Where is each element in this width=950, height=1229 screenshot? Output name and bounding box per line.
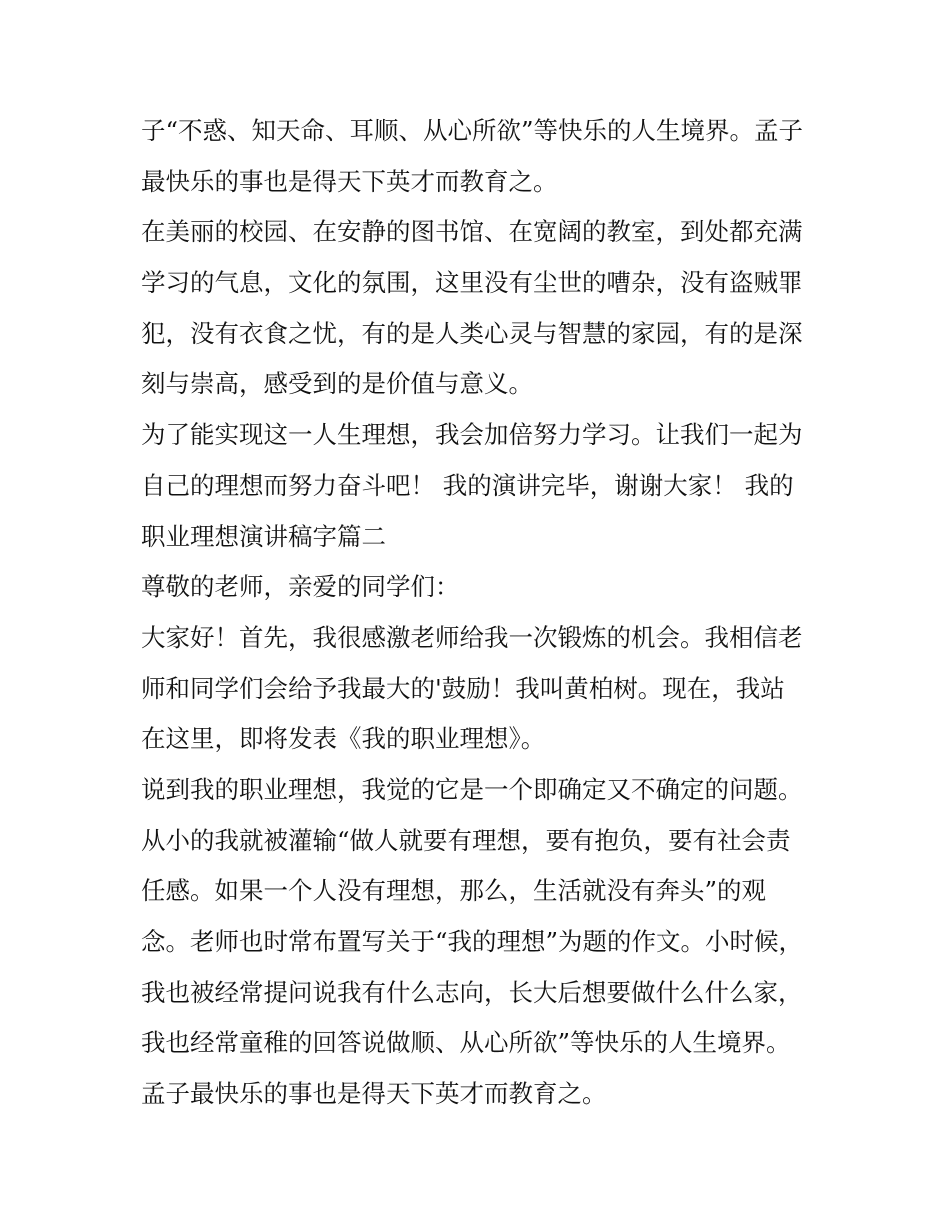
section-heading-line: 职业理想演讲稿字篇二 [141,521,386,551]
text-line: 最快乐的事也是得天下英才而教育之。 [141,166,558,196]
document-body [141,106,821,1120]
text-line: 为了能实现这一人生理想，我会加倍努力学习。让我们一起为 [141,420,803,450]
text-line: 念。老师也时常布置写关于“我的理想”为题的作文。小时候， [141,927,804,956]
text-line: 从小的我就被灌输“做人就要有理想，要有抱负，要有社会责 [141,825,791,855]
text-line: 在美丽的校园、在安静的图书馆、在宽阔的教室，到处都充满 [141,217,803,247]
text-line: 说到我的职业理想，我觉的它是一个即确定又不确定的问题。 [141,774,803,804]
text-line: 刻与崇高，感受到的是价值与意义。 [141,369,533,399]
text-line: 我也被经常提问说我有什么志向，长大后想要做什么什么家， [141,977,803,1007]
text-line: 学习的气息，文化的氛围，这里没有尘世的嘈杂，没有盗贼罪 [141,268,803,298]
text-line: 师和同学们会给予我最大的'鼓励！我叫黄柏树。现在，我站 [141,673,785,703]
text-line: 在这里，即将发表《我的职业理想》。 [141,724,546,754]
text-line: 自己的理想而努力奋斗吧！ 我的演讲完毕，谢谢大家！ 我的 [141,470,794,500]
text-line: 孟子最快乐的事也是得天下英才而教育之。 [141,1079,607,1109]
text-line: 子“不惑、知天命、耳顺、从心所欲”等快乐的人生境界。孟子 [141,116,804,145]
salutation-line: 尊敬的老师，亲爱的同学们： [141,572,460,602]
text-line: 犯，没有衣食之忧，有的是人类心灵与智慧的家园，有的是深 [141,318,803,348]
text-line: 我也经常童稚的回答说做顺、从心所欲”等快乐的人生境界。 [141,1028,791,1058]
text-line: 大家好！首先，我很感激老师给我一次锻炼的机会。我相信老 [141,622,803,652]
text-line: 任感。如果一个人没有理想，那么，生活就没有奔头”的观 [141,876,767,906]
